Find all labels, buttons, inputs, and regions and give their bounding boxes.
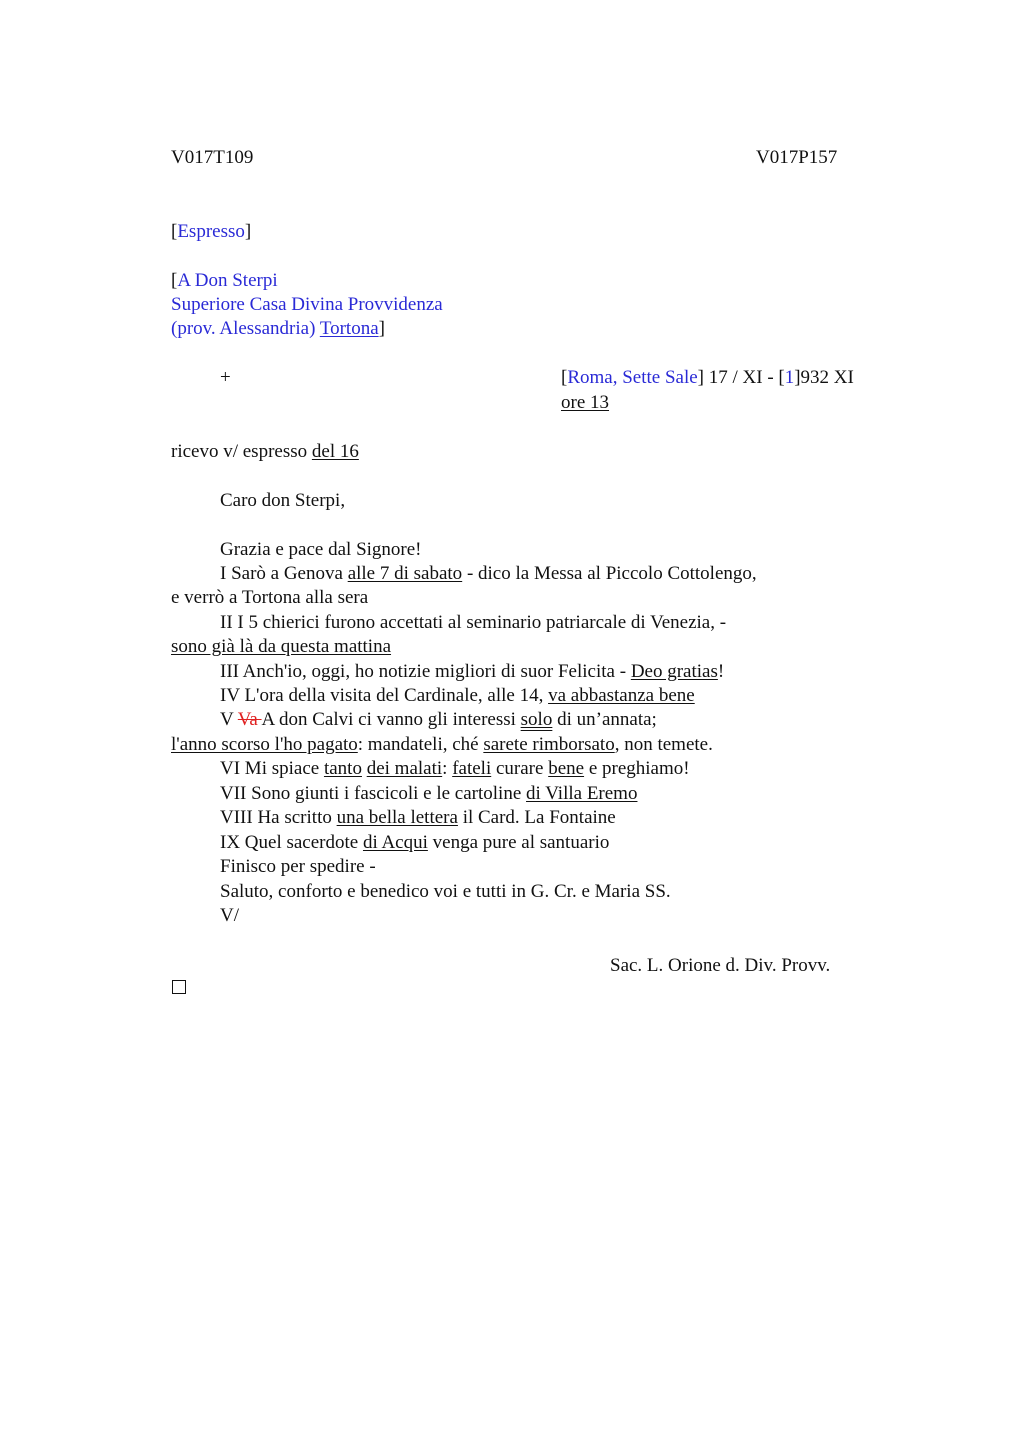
paragraph-2: II I 5 chierici furono accettati al seminario patriarcale di Venezia, - [220,612,727,633]
v-sign: V/ [220,905,239,926]
espresso-word: Espresso [177,221,245,242]
paragraph-3: III Anch'io, oggi, ho notizie migliori di suor Felicita - Deo gratias! [220,661,725,682]
espresso-note: [Espresso] [171,221,252,242]
paragraph-2-continued: sono già là da questa mattina [171,636,392,657]
address-line-3: (prov. Alessandria) Tortona] [171,318,385,339]
address-line-1: [A Don Sterpi [171,270,278,291]
document-code-left: V017T109 [171,147,254,168]
finish-line: Finisco per spedire - [220,856,376,877]
address-city: Tortona [319,318,379,339]
paragraph-7: VII Sono giunti i fascicoli e le cartoline di Villa Eremo [220,783,638,804]
struck-word: Va [237,709,262,730]
dateline-time: ore 13 [561,392,610,413]
paragraph-6: VI Mi spiace tanto dei malati: fateli curare bene e preghiamo! [220,758,690,779]
paragraph-1: I Sarò a Genova alle 7 di sabato - dico la Messa al Piccolo Cottolengo, [220,563,757,584]
salutation: Caro don Sterpi, [220,490,346,511]
paragraph-4: IV L'ora della visita del Cardinale, alle 14, va abbastanza bene [220,685,695,706]
cross-mark: + [220,367,231,388]
dateline-place: Roma, Sette Sale [567,367,698,388]
dateline: [Roma, Sette Sale] 17 / XI - [1]932 XI [561,367,854,388]
paragraph-9: IX Quel sacerdote di Acqui venga pure al santuario [220,832,610,853]
document-code-right: V017P157 [756,147,838,168]
greeting: Grazia e pace dal Signore! [220,539,422,560]
signature: Sac. L. Orione d. Div. Provv. [610,955,831,976]
paragraph-5-continued: l'anno scorso l'ho pagato: mandateli, ché sarete rimborsato, non temete. [171,734,713,755]
end-box-icon [172,980,186,994]
paragraph-1-continued: e verrò a Tortona alla sera [171,587,369,608]
address-line-2: Superiore Casa Divina Provvidenza [171,294,443,315]
received-note: ricevo v/ espresso del 16 [171,441,359,462]
closing-blessing: Saluto, conforto e benedico voi e tutti in G. Cr. e Maria SS. [220,881,671,902]
paragraph-8: VIII Ha scritto una bella lettera il Card. La Fontaine [220,807,616,828]
paragraph-5: V Va A don Calvi ci vanno gli interessi solo di un’annata; [220,709,657,730]
